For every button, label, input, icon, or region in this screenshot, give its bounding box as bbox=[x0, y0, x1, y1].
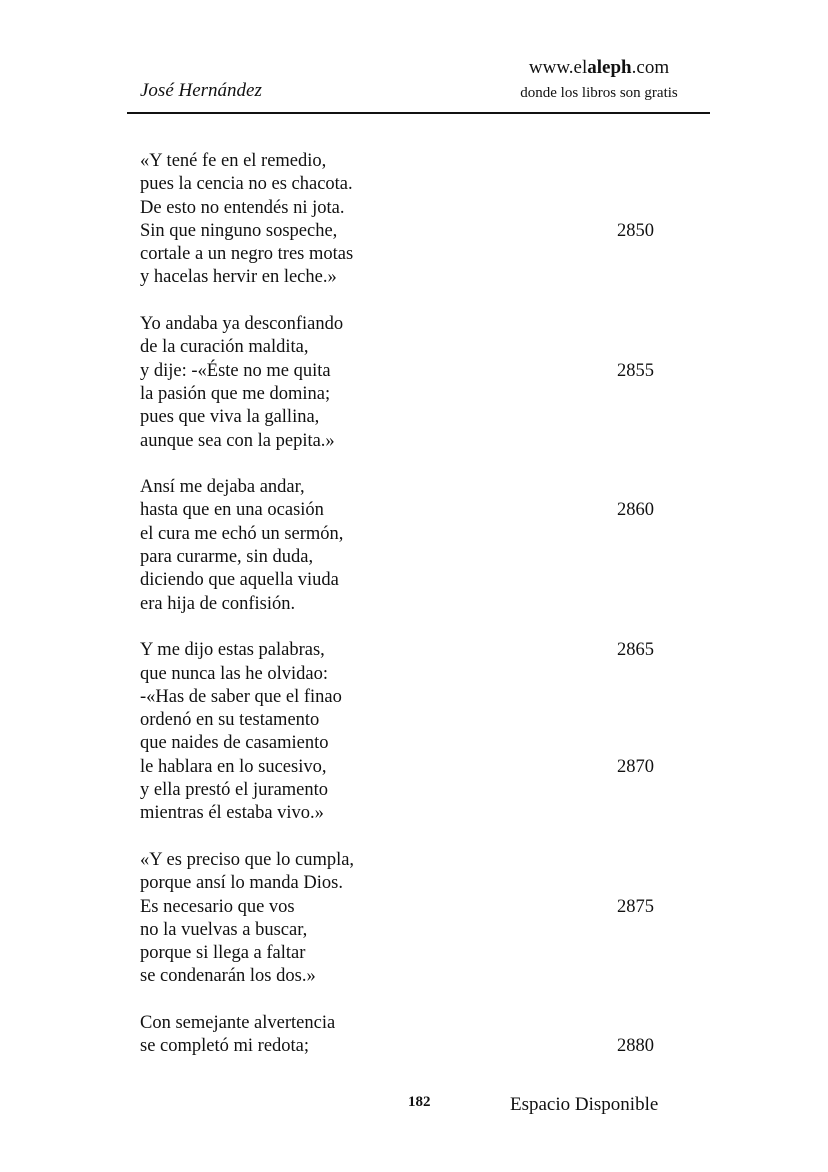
verse-line bbox=[140, 523, 680, 546]
verse-text: Con semejante alvertencia bbox=[140, 1012, 336, 1033]
verse-line bbox=[140, 686, 680, 709]
stanza-gap bbox=[140, 826, 680, 849]
verse-text: «Y es preciso que lo cumpla, bbox=[140, 849, 355, 870]
verse-line bbox=[140, 802, 680, 825]
verse-line bbox=[140, 872, 680, 895]
verse-line bbox=[140, 383, 680, 406]
verse-number: 2875 bbox=[617, 896, 654, 917]
verse-text: aunque sea con la pepita.» bbox=[140, 430, 335, 451]
verse-text: Y me dijo estas palabras, bbox=[140, 640, 325, 661]
verse-line bbox=[140, 336, 680, 359]
verse-text: que nunca las he olvidao: bbox=[140, 663, 329, 684]
verse-text: se completó mi redota; bbox=[140, 1036, 310, 1057]
verse-text: le hablara en lo sucesivo, bbox=[140, 756, 327, 777]
verse-line bbox=[140, 779, 680, 802]
site-url-prefix: www.el bbox=[528, 57, 588, 78]
verse-line bbox=[140, 896, 680, 919]
stanza bbox=[140, 1012, 680, 1059]
verse-text: diciendo que aquella viuda bbox=[140, 570, 339, 591]
verse-line bbox=[140, 360, 680, 383]
verse-line bbox=[140, 1012, 680, 1035]
verse-line bbox=[140, 849, 680, 872]
page-number: 182 bbox=[408, 1094, 431, 1110]
verse-number: 2850 bbox=[617, 220, 654, 241]
stanza-gap bbox=[140, 616, 680, 639]
verse-text: Ansí me dejaba andar, bbox=[140, 477, 305, 498]
author-name: José Hernández bbox=[140, 80, 262, 101]
verse-line bbox=[140, 593, 680, 616]
verse-line bbox=[140, 243, 680, 266]
verse-text: mientras él estaba vivo.» bbox=[140, 803, 324, 824]
verse-text: no la vuelvas a buscar, bbox=[140, 919, 308, 940]
footer-note: Espacio Disponible bbox=[510, 1094, 659, 1115]
stanza-gap bbox=[140, 290, 680, 313]
site-url-brand: aleph bbox=[587, 57, 632, 78]
verse-number: 2860 bbox=[617, 500, 654, 521]
stanza bbox=[140, 639, 680, 825]
verse-number: 2865 bbox=[617, 640, 654, 661]
verse-line bbox=[140, 499, 680, 522]
verse-line bbox=[140, 709, 680, 732]
verse-line bbox=[140, 919, 680, 942]
stanza bbox=[140, 313, 680, 453]
verse-text: que naides de casamiento bbox=[140, 733, 329, 754]
verse-line bbox=[140, 732, 680, 755]
verse-text: era hija de confisión. bbox=[140, 593, 296, 614]
verse-line bbox=[140, 639, 680, 662]
verse-line bbox=[140, 150, 680, 173]
verse-text: para curarme, sin duda, bbox=[140, 547, 314, 568]
verse-text: «Y tené fe en el remedio, bbox=[140, 151, 327, 171]
verse-line bbox=[140, 663, 680, 686]
verse-text: De esto no entendés ni jota. bbox=[140, 197, 345, 218]
verse-text: hasta que en una ocasión bbox=[140, 500, 324, 521]
verse-text: Es necesario que vos bbox=[140, 896, 295, 917]
verse-text: de la curación maldita, bbox=[140, 337, 309, 358]
verse-text: -«Has de saber que el finao bbox=[140, 686, 342, 707]
verse-line bbox=[140, 313, 680, 336]
verse-text: la pasión que me domina; bbox=[140, 383, 331, 404]
verse-line bbox=[140, 266, 680, 289]
verse-text: pues la cencia no es chacota. bbox=[140, 174, 353, 195]
stanza-gap bbox=[140, 453, 680, 476]
stanza bbox=[140, 476, 680, 616]
stanza-gap bbox=[140, 989, 680, 1012]
verse-line bbox=[140, 197, 680, 220]
verse-text: y dije: -«Éste no me quita bbox=[140, 360, 331, 381]
verse-line bbox=[140, 569, 680, 592]
poem-body bbox=[140, 150, 680, 1059]
verse-line bbox=[140, 406, 680, 429]
verse-text: y hacelas hervir en leche.» bbox=[140, 267, 337, 288]
verse-line bbox=[140, 430, 680, 453]
verse-line bbox=[140, 220, 680, 243]
verse-line bbox=[140, 476, 680, 499]
verse-text: porque si llega a faltar bbox=[140, 943, 306, 964]
verse-text: cortale a un negro tres motas bbox=[140, 244, 354, 265]
verse-line bbox=[140, 756, 680, 779]
verse-text: ordenó en su testamento bbox=[140, 710, 320, 731]
verse-text: se condenarán los dos.» bbox=[140, 966, 316, 987]
verse-line bbox=[140, 173, 680, 196]
verse-text: el cura me echó un sermón, bbox=[140, 523, 344, 544]
verse-text: pues que viva la gallina, bbox=[140, 407, 320, 428]
site-url[interactable] bbox=[499, 57, 699, 79]
verse-text: Sin que ninguno sospeche, bbox=[140, 220, 338, 241]
verse-number: 2870 bbox=[617, 756, 654, 777]
verse-line bbox=[140, 965, 680, 988]
stanza bbox=[140, 150, 680, 290]
verse-line bbox=[140, 546, 680, 569]
stanza bbox=[140, 849, 680, 989]
verse-text: y ella prestó el juramento bbox=[140, 780, 329, 801]
verse-text: Yo andaba ya desconfiando bbox=[140, 314, 344, 335]
header-divider bbox=[127, 112, 710, 114]
verse-number: 2855 bbox=[617, 360, 654, 381]
verse-line bbox=[140, 942, 680, 965]
verse-number: 2880 bbox=[617, 1036, 654, 1057]
site-url-suffix: .com bbox=[631, 57, 670, 78]
verse-line bbox=[140, 1035, 680, 1058]
site-tagline: donde los libros son gratis bbox=[520, 85, 678, 101]
verse-text: porque ansí lo manda Dios. bbox=[140, 873, 343, 894]
